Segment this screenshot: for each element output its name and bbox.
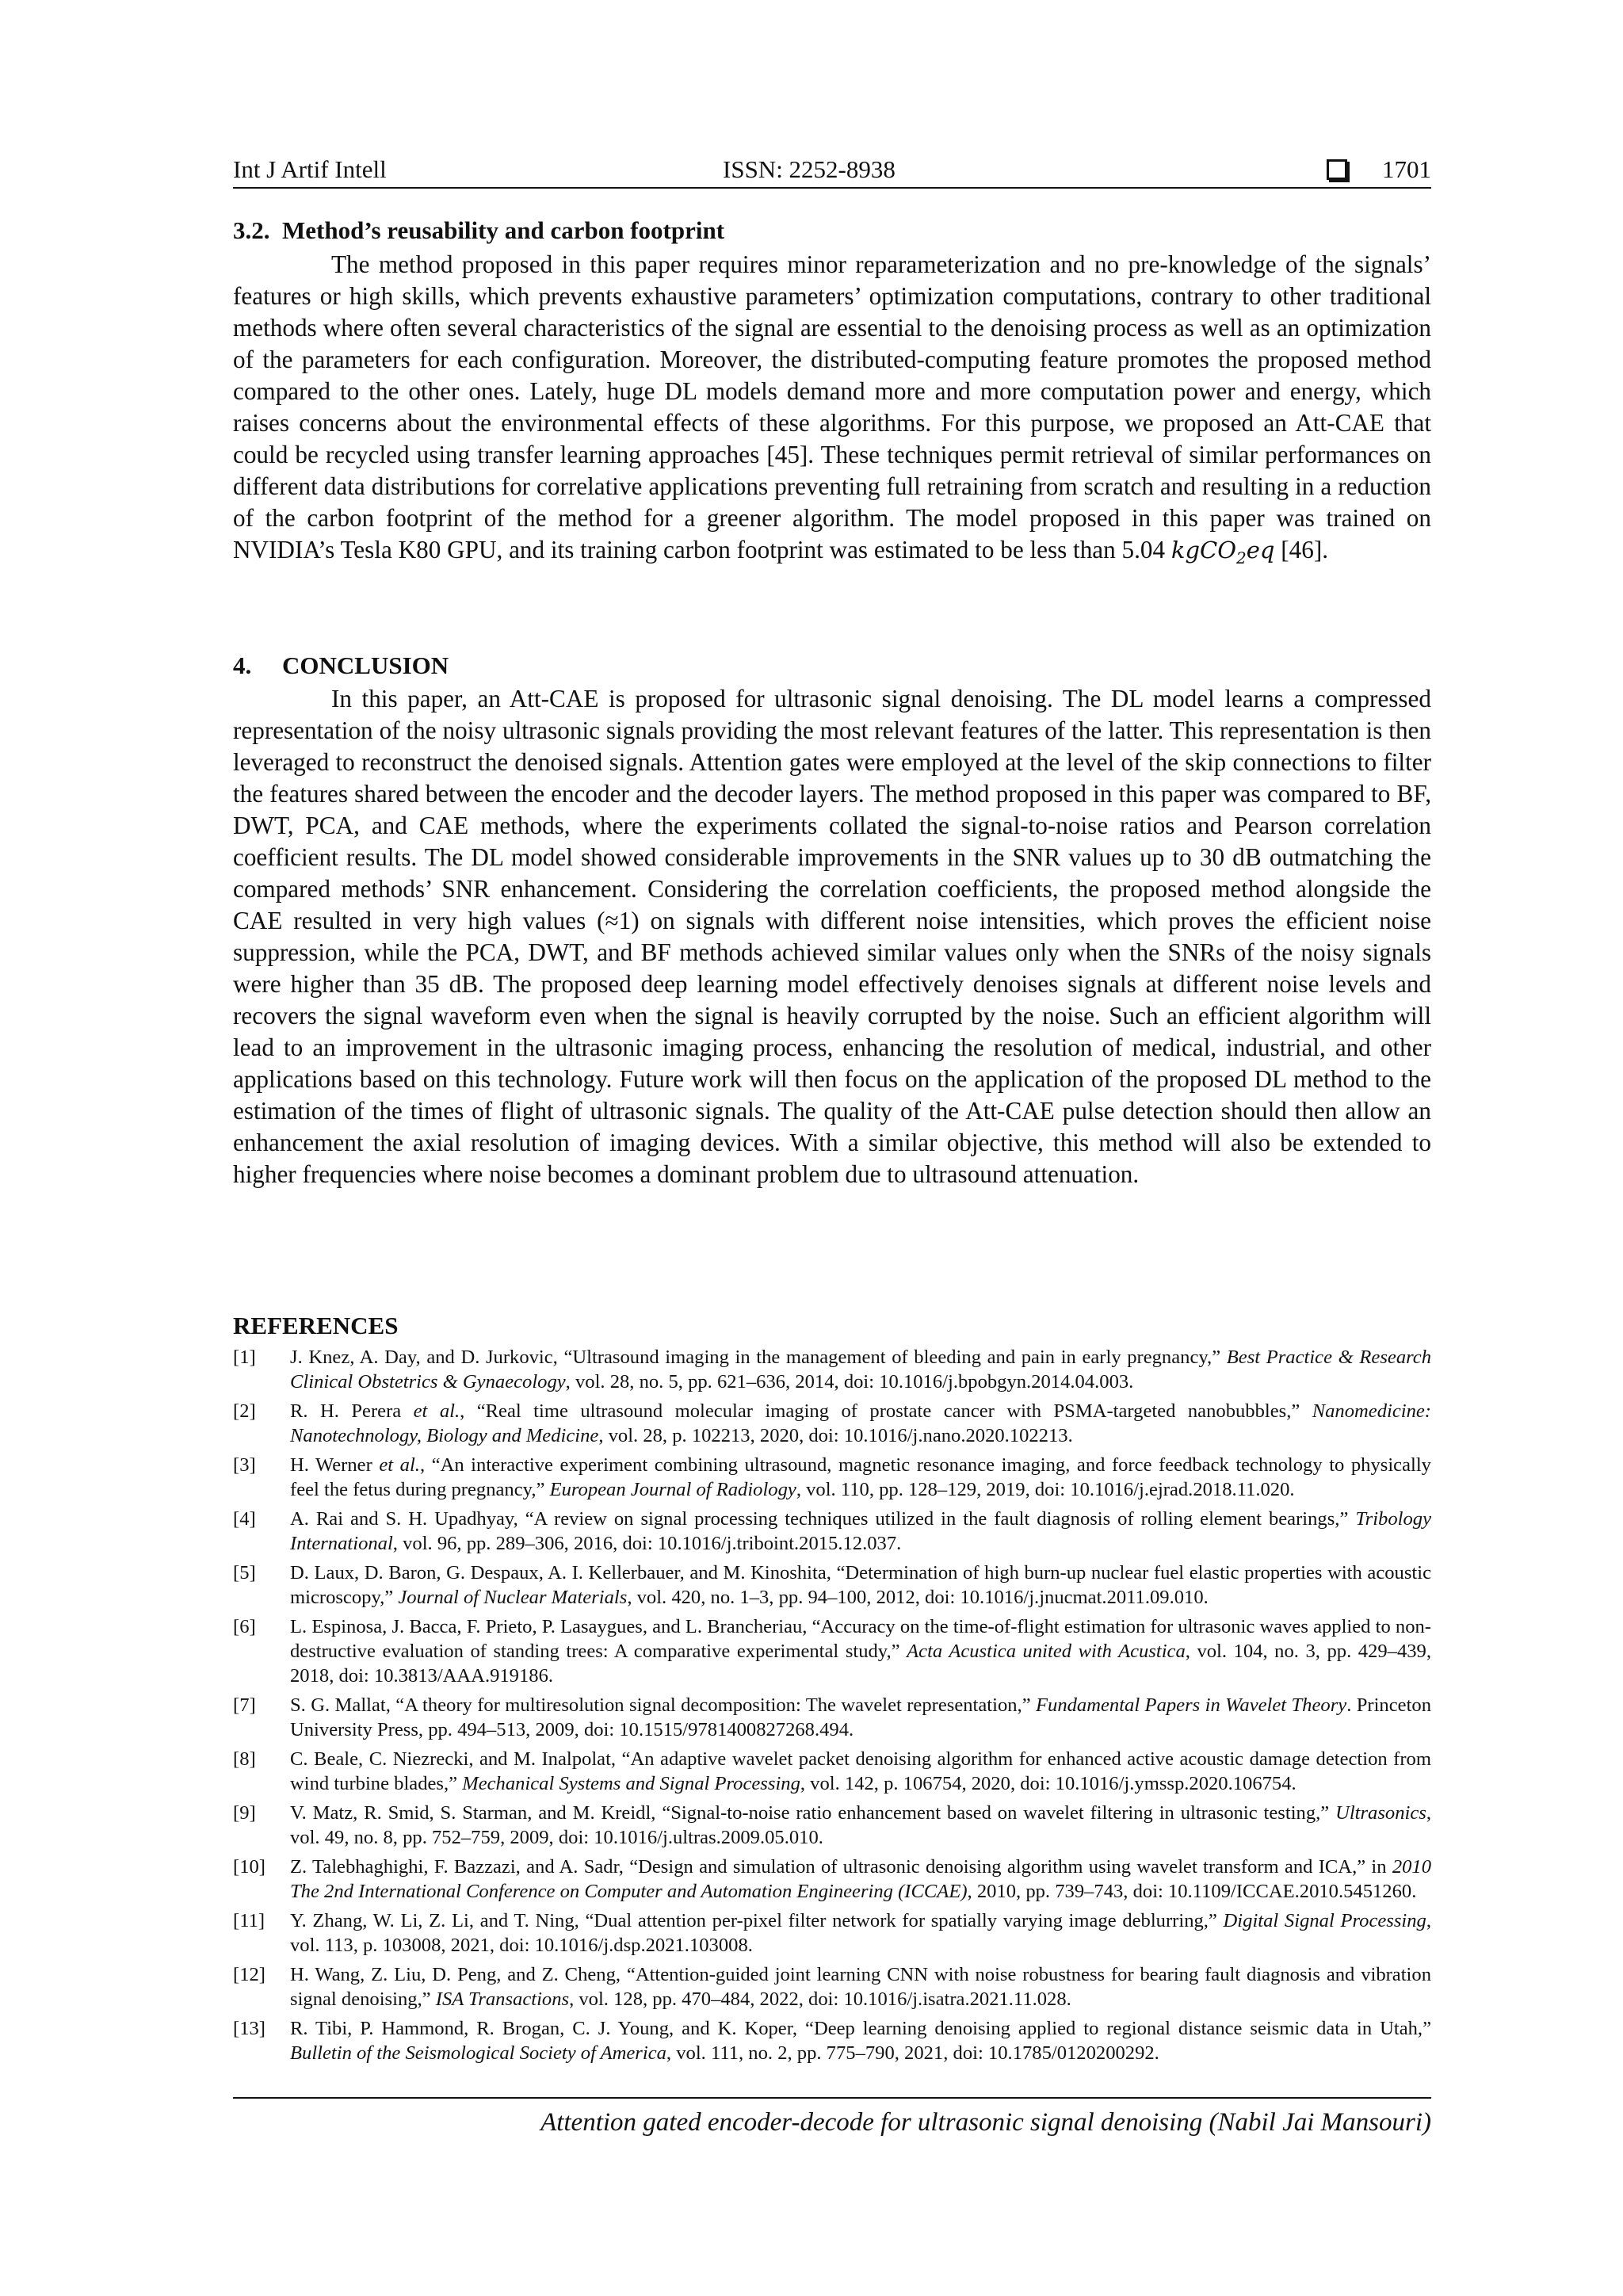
reference-text: [290, 2016, 1431, 2065]
reference-index: [11]: [233, 1910, 265, 1931]
reference-text: [290, 1855, 1431, 1904]
unit-subscript: 2: [1236, 548, 1247, 567]
reference-part: J. Knez, A. Day, and D. Jurkovic, “Ultrasound imaging in the management of bleeding and pain in early pregnancy,”: [290, 1347, 1227, 1368]
paragraph-reusability: [233, 249, 1431, 574]
page-header: [233, 155, 1431, 187]
reference-part: V. Matz, R. Smid, S. Starman, and M. Kreidl, “Signal-to-noise ratio enhancement based on wavelet filtering in ultrasonic testing,”: [290, 1802, 1336, 1824]
reference-part: , vol. 110, pp. 128–129, 2019, doi: 10.1016/j.ejrad.2018.11.020.: [796, 1479, 1295, 1500]
reference-journal: 2010 The 2nd International Conference on Computer and Automation Engineering (ICCAE): [290, 1856, 1431, 1902]
reference-journal: Best Practice & Research Clinical Obstetrics & Gynaecology: [290, 1347, 1431, 1392]
reference-part: S. G. Mallat, “A theory for multiresolution signal decomposition: The wavelet representation,”: [290, 1694, 1037, 1716]
reference-part: , vol. 28, p. 102213, 2020, doi: 10.1016/j.nano.2020.102213.: [598, 1425, 1073, 1446]
reference-part: A. Rai and S. H. Upadhyay, “A review on signal processing techniques utilized in the fault diagnosis of rolling element bearings,”: [290, 1508, 1356, 1530]
reference-item: [233, 2016, 1431, 2065]
reference-item: [233, 1962, 1431, 2011]
references-heading: REFERENCES: [233, 1312, 399, 1339]
reference-journal: Ultrasonics: [1335, 1802, 1426, 1824]
page-number: 1701: [1382, 155, 1431, 183]
reference-part: , vol. 104, no. 3, pp. 429–439, 2018, doi: 10.3813/AAA.919186.: [290, 1641, 1431, 1687]
reference-part: , vol. 128, pp. 470–484, 2022, doi: 10.1016/j.isatra.2021.11.028.: [569, 1988, 1071, 2010]
reference-index: [5]: [233, 1562, 256, 1584]
section-heading-3-2: [233, 216, 724, 245]
reference-index: [4]: [233, 1508, 256, 1530]
section-heading-4: [233, 651, 449, 680]
reference-part: D. Laux, D. Baron, G. Despaux, A. I. Kellerbauer, and M. Kinoshita, “Determination of high burn-up nuclear fuel elastic properties with acoustic microscopy,”: [290, 1562, 1431, 1608]
reference-item: [233, 1345, 1431, 1394]
reference-index: [1]: [233, 1347, 256, 1368]
reference-part: , “Real time ultrasound molecular imaging of prostate cancer with PSMA-targeted nanobubbles,”: [460, 1400, 1312, 1422]
reference-item: [233, 1801, 1431, 1850]
reference-text: [290, 1908, 1431, 1958]
reference-text: [290, 1614, 1431, 1688]
header-rule: [233, 187, 1431, 189]
reference-index: [8]: [233, 1748, 256, 1770]
reference-part: , vol. 420, no. 1–3, pp. 94–100, 2012, doi: 10.1016/j.jnucmat.2011.09.010.: [627, 1587, 1209, 1608]
reference-journal: Nanomedicine: Nanotechnology, Biology and Medicine: [290, 1400, 1431, 1446]
reference-part: Z. Talebhaghighi, F. Bazzazi, and A. Sadr, “Design and simulation of ultrasonic denoising algorithm using wavelet transform and ICA,” in: [290, 1856, 1392, 1878]
running-title: Attention gated encoder-decode for ultrasonic signal denoising (Nabil Jai Mansouri): [540, 2108, 1431, 2137]
reference-part: R. H. Perera: [290, 1400, 414, 1422]
footer-rule: [233, 2097, 1431, 2099]
reference-part: Y. Zhang, W. Li, Z. Li, and T. Ning, “Dual attention per-pixel filter network for spatially varying image deblurring,”: [290, 1910, 1224, 1931]
section-title: Method’s reusability and carbon footprint: [282, 216, 725, 244]
reference-index: [2]: [233, 1400, 256, 1422]
reference-part: , vol. 111, no. 2, pp. 775–790, 2021, doi: 10.1785/0120200292.: [666, 2042, 1159, 2064]
reference-journal: et al.: [413, 1400, 460, 1422]
reference-part: R. Tibi, P. Hammond, R. Brogan, C. J. Young, and K. Koper, “Deep learning denoising applied to regional distance seismic data in Utah,”: [290, 2018, 1431, 2039]
reference-index: [10]: [233, 1856, 265, 1878]
journal-name: Int J Artif Intell: [233, 155, 387, 183]
reference-journal: Acta Acustica united with Acustica: [907, 1641, 1186, 1662]
reference-index: [3]: [233, 1454, 256, 1476]
reference-item: [233, 1747, 1431, 1796]
reference-part: L. Espinosa, J. Bacca, F. Prieto, P. Lasaygues, and L. Brancheriau, “Accuracy on the time-of-flight estimation for ultrasonic waves applied to non-destructive evaluation of standing trees: A comparative experimental study,”: [290, 1616, 1431, 1662]
reference-text: [290, 1801, 1431, 1850]
reference-text: [290, 1507, 1431, 1556]
reference-journal: Bulletin of the Seismological Society of America: [290, 2042, 666, 2064]
reference-part: . Princeton University Press, pp. 494–513, 2009, doi: 10.1515/9781400827268.494.: [290, 1694, 1431, 1740]
reference-part: , vol. 96, pp. 289–306, 2016, doi: 10.1016/j.triboint.2015.12.037.: [392, 1533, 902, 1554]
reference-part: C. Beale, C. Niezrecki, and M. Inalpolat, “An adaptive wavelet packet denoising algorithm for enhanced active acoustic damage detection from wind turbine blades,”: [290, 1748, 1431, 1794]
reference-part: , “An interactive experiment combining ultrasound, magnetic resonance imaging, and force feedback technology to physically feel the fetus during pregnancy,”: [290, 1454, 1431, 1500]
paragraph-conclusion: In this paper, an Att-CAE is proposed for ultrasonic signal denoising. The DL model learns a compressed representation of the noisy ultrasonic signals providing the most relevant features of the latter. This representation is then leveraged to reconstruct the denoised signals. Attention gates were employed at the level of the skip connections to filter the features shared between the encoder and the decoder layers. The method proposed in this paper was compared to BF, DWT, PCA, and CAE methods, where the experiments collated the signal-to-noise ratios and Pearson correlation coefficient results. The DL model showed considerable improvements in the SNR values up to 30 dB outmatching the compared methods’ SNR enhancement. Considering the correlation coefficients, the proposed method alongside the CAE resulted in very high values (≈1) on signals with different noise intensities, which proves the efficient noise suppression, while the PCA, DWT, and BF methods achieved similar values only when the SNRs of the noisy signals were higher than 35 dB. The proposed deep learning model effectively denoises signals at different noise levels and recovers the signal waveform even when the signal is heavily corrupted by the noise. Such an efficient algorithm will lead to an improvement in the ultrasonic imaging process, enhancing the resolution of medical, industrial, and other applications based on this technology. Future work will then focus on the application of the proposed DL method to the estimation of the times of flight of ultrasonic signals. The quality of the Att-CAE pulse detection should then allow an enhancement the axial resolution of imaging devices. With a similar objective, this method will also be extended to higher frequencies where noise becomes a dominant problem due to ultrasound attenuation.: [233, 685, 1431, 1188]
reference-item: [233, 1561, 1431, 1610]
issn: ISSN: 2252-8938: [723, 155, 896, 183]
reference-part: , vol. 28, no. 5, pp. 621–636, 2014, doi: 10.1016/j.bpobgyn.2014.04.003.: [565, 1371, 1134, 1392]
reference-part: H. Werner: [290, 1454, 380, 1476]
reference-text: [290, 1693, 1431, 1742]
reference-item: [233, 1693, 1431, 1742]
reference-text: [290, 1399, 1431, 1448]
checkbox-icon: [1327, 159, 1347, 180]
reference-journal: Journal of Nuclear Materials: [398, 1587, 628, 1608]
unit-suffix: eq: [1246, 537, 1275, 563]
section-title: CONCLUSION: [282, 651, 449, 679]
reference-part: , 2010, pp. 739–743, doi: 10.1109/ICCAE.2010.5451260.: [967, 1881, 1417, 1902]
reference-part: , vol. 49, no. 8, pp. 752–759, 2009, doi: 10.1016/j.ultras.2009.05.010.: [290, 1802, 1431, 1848]
unit-prefix: kgCO: [1170, 537, 1237, 563]
paragraph-text: The method proposed in this paper requires minor reparameterization and no pre-knowledge of the signals’ features or high skills, which prevents exhaustive parameters’ optimization computations, contrary to other traditional methods where often several characteristics of the signal are essential to the denoising process as well as an optimization of the parameters for each configuration. Moreover, the distributed-computing feature promotes the proposed method compared to the other ones. Lately, huge DL models demand more and more computation power and energy, which raises concerns about the environmental effects of these algorithms. For this purpose, we proposed an Att-CAE that could be recycled using transfer learning approaches [45]. These techniques permit retrieval of similar performances on different data distributions for correlative applications preventing full retraining from scratch and resulting in a reduction of the carbon footprint of the method for a greener algorithm. The model proposed in this paper was trained on NVIDIA’s Tesla K80 GPU, and its training carbon footprint was estimated to be less than 5.04: [233, 250, 1431, 563]
carbon-unit: [1170, 537, 1275, 567]
references-list: [233, 1345, 1431, 2070]
header-right: [1327, 155, 1431, 184]
reference-part: , vol. 113, p. 103008, 2021, doi: 10.1016/j.dsp.2021.103008.: [290, 1910, 1431, 1956]
reference-journal: Tribology International: [290, 1508, 1431, 1554]
reference-text: [290, 1962, 1431, 2011]
reference-journal: et al.: [379, 1454, 420, 1476]
reference-item: [233, 1507, 1431, 1556]
reference-index: [9]: [233, 1802, 256, 1824]
reference-journal: European Journal of Radiology: [549, 1479, 796, 1500]
reference-item: [233, 1614, 1431, 1688]
reference-item: [233, 1453, 1431, 1502]
reference-part: , vol. 142, p. 106754, 2020, doi: 10.1016/j.ymssp.2020.106754.: [800, 1773, 1296, 1794]
reference-journal: Mechanical Systems and Signal Processing: [462, 1773, 800, 1794]
reference-part: H. Wang, Z. Liu, D. Peng, and Z. Cheng, “Attention-guided joint learning CNN with noise robustness for bearing fault diagnosis and vibration signal denoising,”: [290, 1964, 1431, 2010]
reference-index: [12]: [233, 1964, 265, 1985]
reference-journal: Digital Signal Processing: [1223, 1910, 1426, 1931]
paragraph-end: [46].: [1274, 536, 1329, 563]
reference-journal: ISA Transactions: [435, 1988, 570, 2010]
section-number: 4.: [233, 651, 252, 679]
reference-text: [290, 1747, 1431, 1796]
reference-item: [233, 1908, 1431, 1958]
reference-text: [290, 1561, 1431, 1610]
reference-index: [6]: [233, 1616, 256, 1637]
section-number: 3.2.: [233, 216, 270, 244]
reference-item: [233, 1399, 1431, 1448]
reference-text: [290, 1453, 1431, 1502]
reference-index: [13]: [233, 2018, 265, 2039]
reference-journal: Fundamental Papers in Wavelet Theory: [1036, 1694, 1347, 1716]
reference-text: [290, 1345, 1431, 1394]
reference-item: [233, 1855, 1431, 1904]
reference-index: [7]: [233, 1694, 256, 1716]
